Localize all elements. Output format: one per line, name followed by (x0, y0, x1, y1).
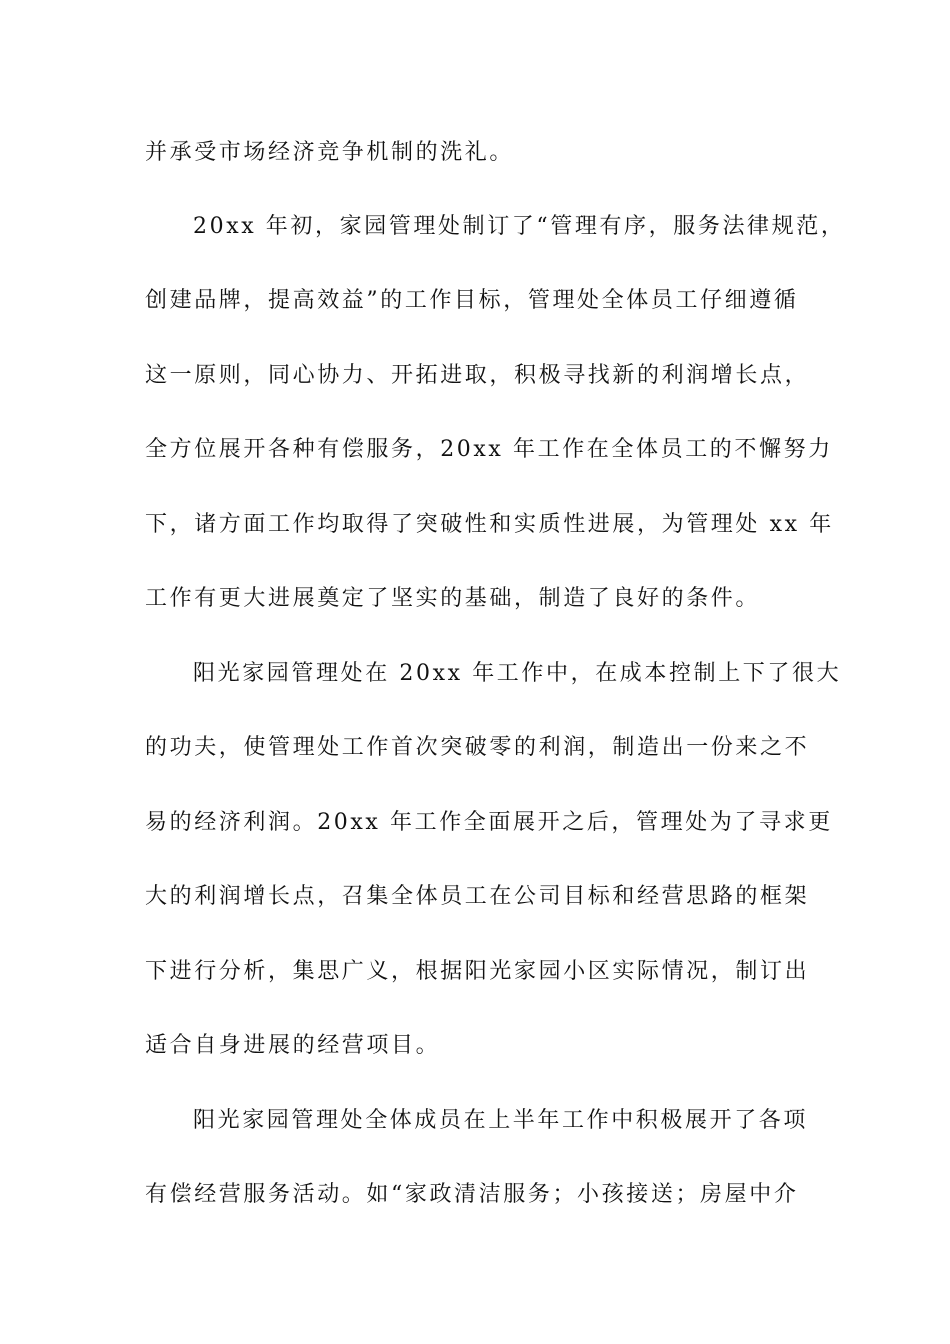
paragraph-line: 并承受市场经济竞争机制的洗礼。 (145, 140, 515, 165)
paragraph-line: 下，诸方面工作均取得了突破性和实质性进展，为管理处 xx 年 (145, 512, 834, 537)
paragraph-line: 创建品牌，提高效益”的工作目标，管理处全体员工仔细遵循 (145, 288, 799, 313)
paragraph-line: 有偿经营服务活动。如“家政清洁服务；小孩接送；房屋中介 (145, 1182, 799, 1207)
paragraph-line: 易的经济利润。20xx 年工作全面展开之后，管理处为了寻求更 (145, 810, 833, 835)
paragraph-line: 阳光家园管理处在 20xx 年工作中，在成本控制上下了很大 (193, 661, 842, 686)
paragraph-line: 这一原则，同心协力、开拓进取，积极寻找新的利润增长点， (145, 363, 810, 388)
paragraph-line: 的功夫，使管理处工作首次突破零的利润，制造出一份来之不 (145, 735, 810, 760)
paragraph-line: 大的利润增长点，召集全体员工在公司目标和经营思路的框架 (145, 884, 810, 909)
paragraph-line: 全方位展开各种有偿服务，20xx 年工作在全体员工的不懈努力 (145, 437, 833, 462)
paragraph-line: 阳光家园管理处全体成员在上半年工作中积极展开了各项 (193, 1108, 809, 1133)
paragraph-line: 适合自身进展的经营项目。 (145, 1033, 441, 1058)
paragraph-line: 工作有更大进展奠定了坚实的基础，制造了良好的条件。 (145, 586, 761, 611)
paragraph-line: 下进行分析，集思广义，根据阳光家园小区实际情况，制订出 (145, 959, 810, 984)
paragraph-line: 20xx 年初，家园管理处制订了“管理有序，服务法律规范， (193, 214, 846, 239)
